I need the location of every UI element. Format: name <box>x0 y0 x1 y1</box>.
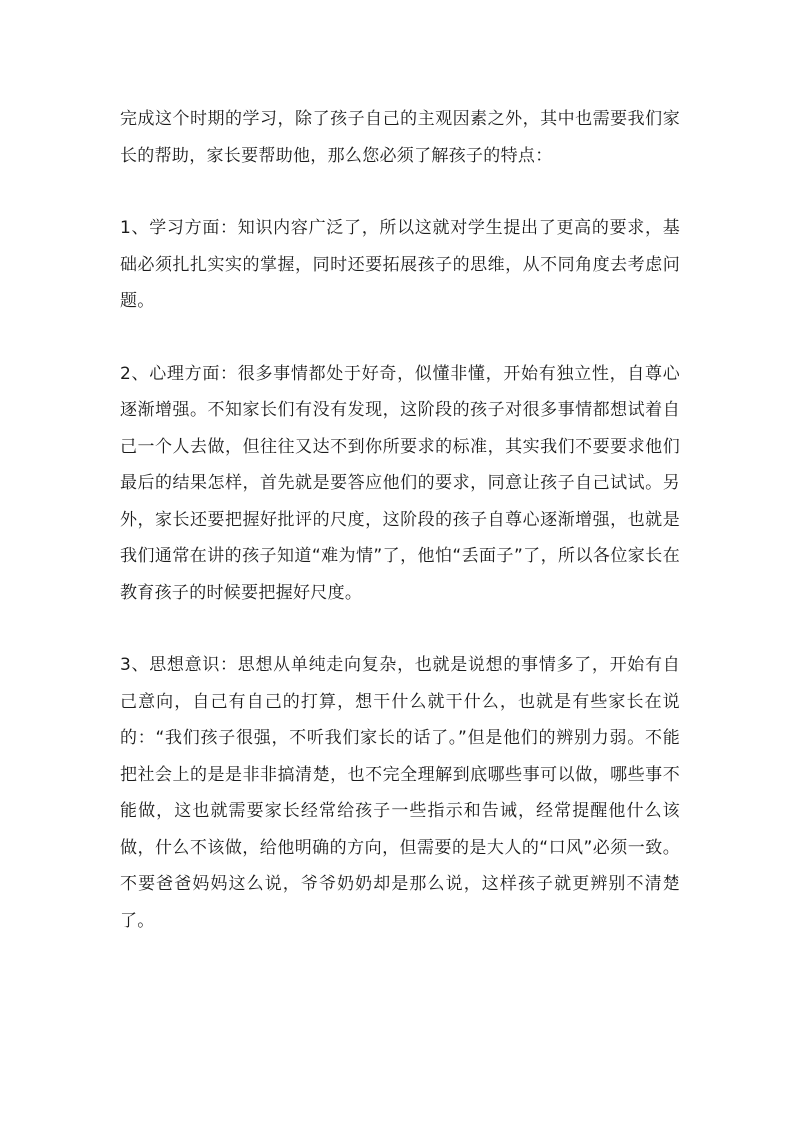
learning-aspect-paragraph: 1、学习方面：知识内容广泛了，所以这就对学生提出了更高的要求，基础必须扎扎实实的掌握，同时还要拓展孩子的思维，从不同角度去考虑问题。 <box>120 218 680 311</box>
thinking-aspect-paragraph: 3、思想意识：思想从单纯走向复杂，也就是说想的事情多了，开始有自己意向，自己有自己的打算，想干什么就干什么，也就是有些家长在说的：“我们孩子很强，不听我们家长的话了。”但是他们的辨别力弱。不能把社会上的是是非非搞清楚，也不完全理解到底哪些事可以做，哪些事不能做，这也就需要家长经常给孩子一些指示和告诫，经常提醒他什么该做，什么不该做，给他明确的方向，但需要的是大人的“口风”必须一致。不要爸爸妈妈这么说，爷爷奶奶却是那么说，这样孩子就更辨别不清楚了。 <box>120 655 680 931</box>
intro-paragraph: 完成这个时期的学习，除了孩子自己的主观因素之外，其中也需要我们家长的帮助，家长要帮助他，那么您必须了解孩子的特点： <box>120 109 680 166</box>
psychology-aspect-paragraph: 2、心理方面：很多事情都处于好奇，似懂非懂，开始有独立性，自尊心逐渐增强。不知家长们有没有发现，这阶段的孩子对很多事情都想试着自己一个人去做，但往往又达不到你所要求的标准，其实我们不要要求他们最后的结果怎样，首先就是要答应他们的要求，同意让孩子自己试试。另外，家长还要把握好批评的尺度，这阶段的孩子自尊心逐渐增强，也就是我们通常在讲的孩子知道“难为情”了，他怕“丢面子”了，所以各位家长在教育孩子的时候要把握好尺度。 <box>120 363 680 603</box>
document-body <box>120 101 680 975</box>
